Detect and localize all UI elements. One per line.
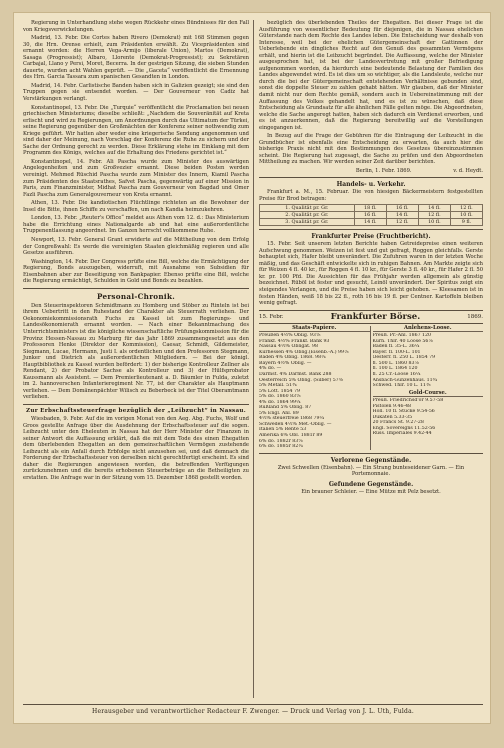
gold-course-line: Pistolen 9.46-48 bbox=[372, 403, 412, 409]
staats-papier-line: 6% do. 1885r 82¼ bbox=[259, 444, 303, 450]
staats-papier-line: Baden 4% Oblig. 1868. 98¼ bbox=[259, 355, 326, 361]
market-cell: 12 fl. bbox=[418, 212, 450, 219]
staats-papier-line: 5% Lott. 1854 79 bbox=[259, 388, 300, 394]
section-heading-erbschaftssteuer: Zur Erbschaftssteuerfrage bezüglich der „Leibzucht“ in Nassau. bbox=[25, 407, 247, 414]
staats-papier-line: 4% do. 1864 99¼ bbox=[259, 399, 301, 405]
market-cell: 14 fl. bbox=[386, 212, 418, 219]
market-cell: 16 fl. bbox=[386, 205, 418, 212]
section-divider bbox=[23, 404, 249, 405]
found-items-heading: Gefundene Gegenstände. bbox=[328, 480, 414, 488]
left-column bbox=[23, 20, 249, 483]
staats-papier-line: Frankf. 4½% Frankf. Bank 93 bbox=[259, 338, 330, 344]
staats-papier-line: 4½% steuerfreie 1868 79¼ bbox=[259, 416, 325, 422]
staats-papier-line: 5% do. 1860 83⅝ bbox=[259, 394, 301, 400]
section-divider bbox=[259, 177, 483, 178]
staats-papier-line: Bayern 4½% Oblig. — bbox=[259, 360, 312, 366]
article-paragraph: Den Steuerinspektoren Schmidtmann zu Homberg und Stöber zu Rinteln ist bei ihrem Uebertritt in den Ruhestand der Charakter als Steuerrath verliehen. Der Oekonomiekommissionsrath Fuchs zu Kassel ist zum Regierungs- und Landesökonomierath ernannt worden. — Nach einer Bekanntmachung des Unterrichtsministers ist die königliche wissenschaftliche Prüfungskommission für die Provinz Hessen-Nassau zu Marburg für das Jahr 1869 zusammengesetzt aus den Professoren Henke (Direktor der Kommission), Caesar, Schmidt, Gildemeister, Siegmann, Lucae, Hermann, Justi I. als ordentlichen und den Professoren Stegmann, Junker und Dietrich als außerordentlichen Mitgliedern. — Bei der königl. Hauptbibliothek zu Kassel wurden befördert: 1) der bisherige Kontrolleur Zellner als Rendant, 2) der Probator Sachse als Kontrolleur und 3) der Hülfsprobator Kaussmann als Assistent. — Dem Premierlieutenant a. D. Bäumler in Fulda, zuletzt im 2. hannoverschen Infanterieregiment Nr. 77, ist der Charakter als Hauptmann verliehen. — Dem Domänenpächter Wilisch zu Beberbeck ist der Titel Oberamtmann verliehen. bbox=[23, 302, 249, 401]
boerse-date: 15. Febr. bbox=[259, 313, 284, 320]
found-items-text: Ein brauner Schleier. — Eine Mütze mit Pelz besetzt. bbox=[301, 488, 441, 495]
article-paragraph: Konstantinopel, 14. Febr. Ali Pascha wurde zum Minister des auswärtigen Angelegenheiten und zum Großvezier ernannt. Diese beiden Posten werden vereinigt. Mehmed Rüschid Pascha wurde zum Minister des Innern, Kiamil Pascha zum Präsidenten des Staatsrathes, Safvet Pascha, gegenwärtig auf einer Mission in Paris, zum Finanzminister, Midhat Pascha zum Gouverneur von Bagdad und Omer Fazli Pascha zum Generalgouverneur von Kreta ernannt. bbox=[23, 158, 249, 198]
anlehen-line: Schwed. Thlr. 10 L. 11⅜ bbox=[372, 383, 431, 389]
article-paragraph: Athen, 13. Febr. Die kandiotischen Flüchtlinge richteten an die Bewohner der Insel die Bitte, ihnen Schiffe zu verschaffen, um nach Kandia heimzukehren. bbox=[23, 200, 249, 213]
anlehen-line: Kurh. Thlr. 40 Loose 56⅞ bbox=[372, 338, 433, 344]
market-cell: 16 fl. bbox=[354, 212, 386, 219]
market-cell: 9 fl. bbox=[450, 219, 482, 226]
section-divider bbox=[23, 288, 249, 289]
article-paragraph: London, 13. Febr. „Reuter's Office“ meldet aus Athen vom 12. d.: Das Ministerium habe die Errichtung eines Nationalgarde ab und hat eine außerordentliche Truppenentlassung angeordnet. Im Ganzen herrscht vollkommene Ruhe. bbox=[23, 215, 249, 235]
market-heading: Handels- u. Verkehr. bbox=[336, 181, 406, 189]
newspaper-page bbox=[13, 12, 491, 724]
staats-papiere-heading: Staats-Papiere. bbox=[259, 326, 370, 333]
signature-place: Berlin, 1. Febr. 1869. bbox=[355, 168, 412, 175]
article-paragraph: Wiesbaden, 9. Febr. Auf die im vorigen Monat von den Aeg. Abg. Fuchs, Wolf und Groos gestellte Anfrage über die Ausdehnung der Erbschaftssteuer auf die sogen. Leibzucht unter den Eheleuten in Nassau hat der Herr Minister der Finanzen in seiner Antwort die Auffassung erklärt, daß die mit dem Tode des einen Ehegatten dem überlebenden Ehegatten an dem gemeinschaftlichen Vermögen zustehende Leibzucht als ein Anfall durch Erbfolge nicht anzusehen sei, und daß demnach die Forderung der Erbschaftssteuer von derselben nicht gerechtfertigt erscheint. Es sind daher die Regierungen angewiesen worden, die betreffenden Verfügungen zurückzunehmen und die bereits erhobenen Steuerbeträge an die Betheiligten zu erstatten. Die Anfrage war in der Sitzung vom 15. Dezember 1868 gestellt worden. bbox=[23, 415, 249, 481]
gold-course-line: Russ. Imperiales 9.42-44 bbox=[372, 431, 432, 437]
staats-papier-line: Preußen 4½% Oblig. 93⅝ bbox=[259, 333, 321, 339]
article-paragraph: In Bezug auf die Frage der Gebühren für die Eintragung der Leibzucht in die Grundbücher ist ebenfalls eine Entscheidung zu erwarten, da auch hier die bisherige Praxis nicht mit den Bestimmungen des Gesetzes übereinzustimmen scheint. Die Regierung hat zugesagt, die Sache zu prüfen und den Abgeordneten Mittheilung zu machen. Wir werden seiner Zeit darüber berichten. bbox=[259, 133, 483, 166]
article-paragraph: Regierung in Unterhandlung stehe wegen Rückkehr eines Bündnisses für den Fall von Kriegsverwickelungen. bbox=[23, 20, 249, 33]
anlehen-line: Oesterr. fl. 250 L. 1854 79 bbox=[372, 355, 436, 361]
market-cell: 1. Qualität pr. Gr. bbox=[260, 205, 355, 212]
fruit-report-heading: Frankfurter Preise (Fruchtbericht). bbox=[311, 233, 431, 241]
market-cell: 3. Qualität pr. Gr. bbox=[260, 219, 355, 226]
boerse-year: 1869. bbox=[467, 313, 483, 320]
gold-course-line: 20 Francs St. 9.27-28 bbox=[372, 420, 424, 426]
market-cell: 12 fl. bbox=[450, 205, 482, 212]
anlehen-column bbox=[370, 326, 484, 450]
article-paragraph: Konstantinopel, 13. Febr. Die „Turquie“ veröffentlicht die Proclamation bei neuen griechischen Ministeriums; dieselbe schließt: „Nachdem die Souveränität auf Kreta erlischt und wird zu Regierungen, um Anordnungen durch das Ultimatum der Türkei, seine Regierung gegenüber den Großmächten der Konferenz seiner nothwendig zum Kriege geführt. Wir hatten aber weder eine kriegerische Sendung angenommen und sind daher der Meinung, nach Vorschlag der Konferenz die Ruhe zu sichern und der Sache der Ordnung gerecht zu werden. Diese Erklärung stehe im Einklang mit dem Programm des Königs, welches auf die Erhaltung des Friedens gerichtet ist.“ bbox=[23, 104, 249, 157]
staats-papier-line: Amerika 6% Obl. 1881r 89 bbox=[259, 432, 323, 438]
staats-papier-line: Kurhessen 4% Oblig.(Eisenb.-A.) 99⅞ bbox=[259, 349, 349, 355]
boerse-title: Frankfurter Börse. bbox=[330, 311, 421, 322]
anlehen-line: Ansbach-Gunzenhaus. 11¾ bbox=[372, 377, 438, 383]
gold-course-line: Holl. 10 fl. Stücke 9.54-56 bbox=[372, 409, 435, 415]
gold-course-line: Engl. Sovereigns 11.52-56 bbox=[372, 425, 436, 431]
anlehen-line: fl. 500 L. 1860 83⅞ bbox=[372, 360, 420, 366]
anlehen-line: Preuß. Pr.-Anl. 1867 120 bbox=[372, 333, 432, 339]
article-paragraph: Madrid, 14. Febr. Carlistische Banden haben sich in Galizien gezeigt; sie sind den Truppen gegen sie entsendet worden. — Der Gouverneur von Cadiz hat Verstärkungen verlangt. bbox=[23, 82, 249, 103]
anlehen-line: Baden fl. 35-L. 36¼ bbox=[372, 344, 420, 350]
article-paragraph: bezüglich des überlebenden Theiles der Ehegatten. Bei dieser Frage ist die Ausführung von wesentlicher Bedeutung für diejenigen, die in Nassau ehelichen Güterstande nach dem Rechte des Landes leben. Die Entscheidung war deshalb von Interesse, weil bei der ehelichen Gütergemeinschaft der Gattinnen der Ueberlebende ein dingliches Recht auf den Genuß des gesammten Vermögens erhält, und hierin ist die Leibzucht begründet. Die Auffassung, welche der Minister ausgesprochen hat, ist bei der Landesvertretung mit großer Befriedigung aufgenommen worden, da hierdurch eine bedeutende Belastung der Familien des Landes abgewendet wird. Es ist dies um so wichtiger, als die Landsleute, welche nur durch die bei der Gütergemeinschaft entstehenden Verhältnisse gebunden sind, sonst die doppelte Steuer zu zahlen gehabt hätten. Wir glauben, daß der Minister damit nicht nur dem Rechte gemäß, sondern auch in Uebereinstimmung mit der Auffassung des Volkes gehandelt hat, und es ist zu wünschen, daß diese Entscheidung als Grundsatz für alle ähnlichen Fälle gelten möge. Die Abgeordneten, welche die Sache angeregt hatten, haben sich dadurch ein Verdienst erworben, und es ist anzuerkennen, daß die Regierung bereitwillig auf die Vorstellungen eingegangen ist. bbox=[259, 20, 483, 131]
lost-items-heading: Verlorene Gegenstände. bbox=[330, 456, 412, 464]
signature-line bbox=[259, 168, 483, 174]
staats-papier-line: Oesterreich 5% Oblig. (Silber) 57⅜ bbox=[259, 377, 344, 383]
market-cell: 10 fl. bbox=[450, 212, 482, 219]
article-paragraph: Madrid, 13. Febr. Die Cortes haben Rivero (Demokrat) mit 168 Stimmen gegen 30, die Hrn. Orense erhielt, zum Präsidenten erwählt. Zu Vicepräsidenten sind ernannt worden: die Herren Vega-Armijo (liberale Union), Martos (Demokrat), Sasaga (Progressist); Albaro, Llorente (Demokrat-Progressist); zu Sekretären Carbajal, Llano y Persi, Moret, Becerra. In der gestrigen Sitzung, die sieben Stunden dauerte, wurden acht Wahlen geprüft. — Die „Gaceta“ veröffentlicht die Ernennung des Hrn. Garcia Tassara zum spanischen Gesandten in London. bbox=[23, 35, 249, 81]
article-paragraph: Washington, 14. Febr. Der Congress prüfte eine Bill, welche die Ermächtigung der Regierung, Bonds auszugeben, widerruft, mit Ausnahme von Subsidien für Eisenbahnen aber zur Beseitigung von Bankpapier. Ebenso prüfte eine Bill, welche die Regierung ermächtigt, Schulden in Gold und Bonds zu bezahlen. bbox=[23, 258, 249, 285]
market-cell: 12 fl. bbox=[386, 219, 418, 226]
imprint-footer: Herausgeber und verantwortlicher Redacteur F. Zwenger. — Druck und Verlag von J. L. Uth, Fulda. bbox=[23, 704, 483, 715]
market-cell: 14 fl. bbox=[354, 219, 386, 226]
signature-name: v. d. Heydt. bbox=[453, 168, 483, 175]
market-row bbox=[260, 205, 483, 212]
gold-heading: Gold-Course. bbox=[373, 391, 484, 398]
bread-price-table bbox=[259, 204, 483, 226]
boerse-header bbox=[259, 310, 483, 324]
section-divider bbox=[259, 453, 483, 454]
boerse-table bbox=[259, 326, 483, 450]
staats-papier-line: Darmst. 4% Darmst. Bank 288 bbox=[259, 371, 332, 377]
market-cell: 18 fl. bbox=[354, 205, 386, 212]
staats-papier-line: Rußland 5% Oblig. 87 bbox=[259, 405, 312, 411]
section-heading-personal-chronik: Personal-Chronik. bbox=[96, 291, 176, 301]
section-divider bbox=[259, 229, 483, 230]
market-row bbox=[260, 212, 483, 219]
staats-papier-line: 5% Engl. Anl. 89 bbox=[259, 410, 299, 416]
staats-papier-line: 6% do. 1882r 83⅝ bbox=[259, 438, 303, 444]
staats-papier-line: Schweden 4½% Met.-Oblig. — bbox=[259, 421, 332, 427]
market-cell: 10 fl. bbox=[418, 219, 450, 226]
right-column bbox=[259, 20, 483, 497]
column-divider bbox=[253, 20, 254, 698]
gold-course-line: Preuß. Friedrichsd'or 9.57-58 bbox=[372, 398, 444, 404]
market-intro: Frankfurt a. M., 15. Februar. Die von hiesigen Bäckermeistern festgestellten Preise für Brod betragen: bbox=[259, 189, 483, 202]
market-cell: 2. Qualität pr. Gr. bbox=[260, 212, 355, 219]
anlehen-line: fl. 100 L. 1864 120 bbox=[372, 366, 418, 372]
lost-items-text: Zwei Schwellen (Eisenbahn). — Ein Strang bunteseidener Garn. — Ein Portemonnaie. bbox=[277, 464, 465, 478]
staats-papiere-column bbox=[259, 326, 370, 450]
staats-papier-line: 4% do. — bbox=[259, 366, 282, 372]
market-row bbox=[260, 219, 483, 226]
article-paragraph: Newport, 13. Febr. General Grant erwiderte auf die Mittheilung von dem Erfolg der Congreßwahl: Es werde die vereinigten Staaten gleichmäßig regieren und alle Gesetze ausführen. bbox=[23, 236, 249, 257]
gold-course-line: Dukaten 5.33-35 bbox=[372, 414, 413, 420]
staats-papier-line: Italien 5% Rente 53 bbox=[259, 427, 307, 433]
staats-papier-line: 5% Metall. 51¾ bbox=[259, 383, 297, 389]
anlehen-heading: Anlehens-Loose. bbox=[373, 326, 484, 333]
anlehen-line: Bayer. fl. 100-L. 101 bbox=[372, 349, 421, 355]
anlehen-line: fl. 25 Cr.-Loose 16¼ bbox=[372, 371, 421, 377]
staats-papier-line: Nassau 4½% Obligat. 98 bbox=[259, 344, 318, 350]
article-paragraph: 15. Febr. Seit unserem letzten Berichte haben Getreidepreise einen weiteren Aufschwung genommen. Weizen ist fest und gut gefragt, Roggen gleichfalls. Gerste behauptet sich, Hafer bleibt unverändert. Die Zufuhren waren in der letzten Woche mäßig, und das Geschäft entwickelte sich in ruhigen Bahnen. Am Markte zeigte sich für Weizen 4 fl. 40 kr., für Roggen 4 fl. 10 kr., für Gerste 3 fl. 40 kr., für Hafer 2 fl. 50 kr. pr. 100 Pfd. Die Aussichten für das Frühjahr werden allgemein als günstig bezeichnet. Rüböl ist fester und gesucht, Leinöl unverändert. Der Spiritus zeigt ein steigendes Verlangen, und die Preise haben sich leicht gehoben. — Kleesamen ist in festen Händen, weiß 18 bis 22 fl., roth 16 bis 19 fl. per Centner. Kartoffeln bleiben wenig gefragt. bbox=[259, 241, 483, 307]
market-cell: 14 fl. bbox=[418, 205, 450, 212]
